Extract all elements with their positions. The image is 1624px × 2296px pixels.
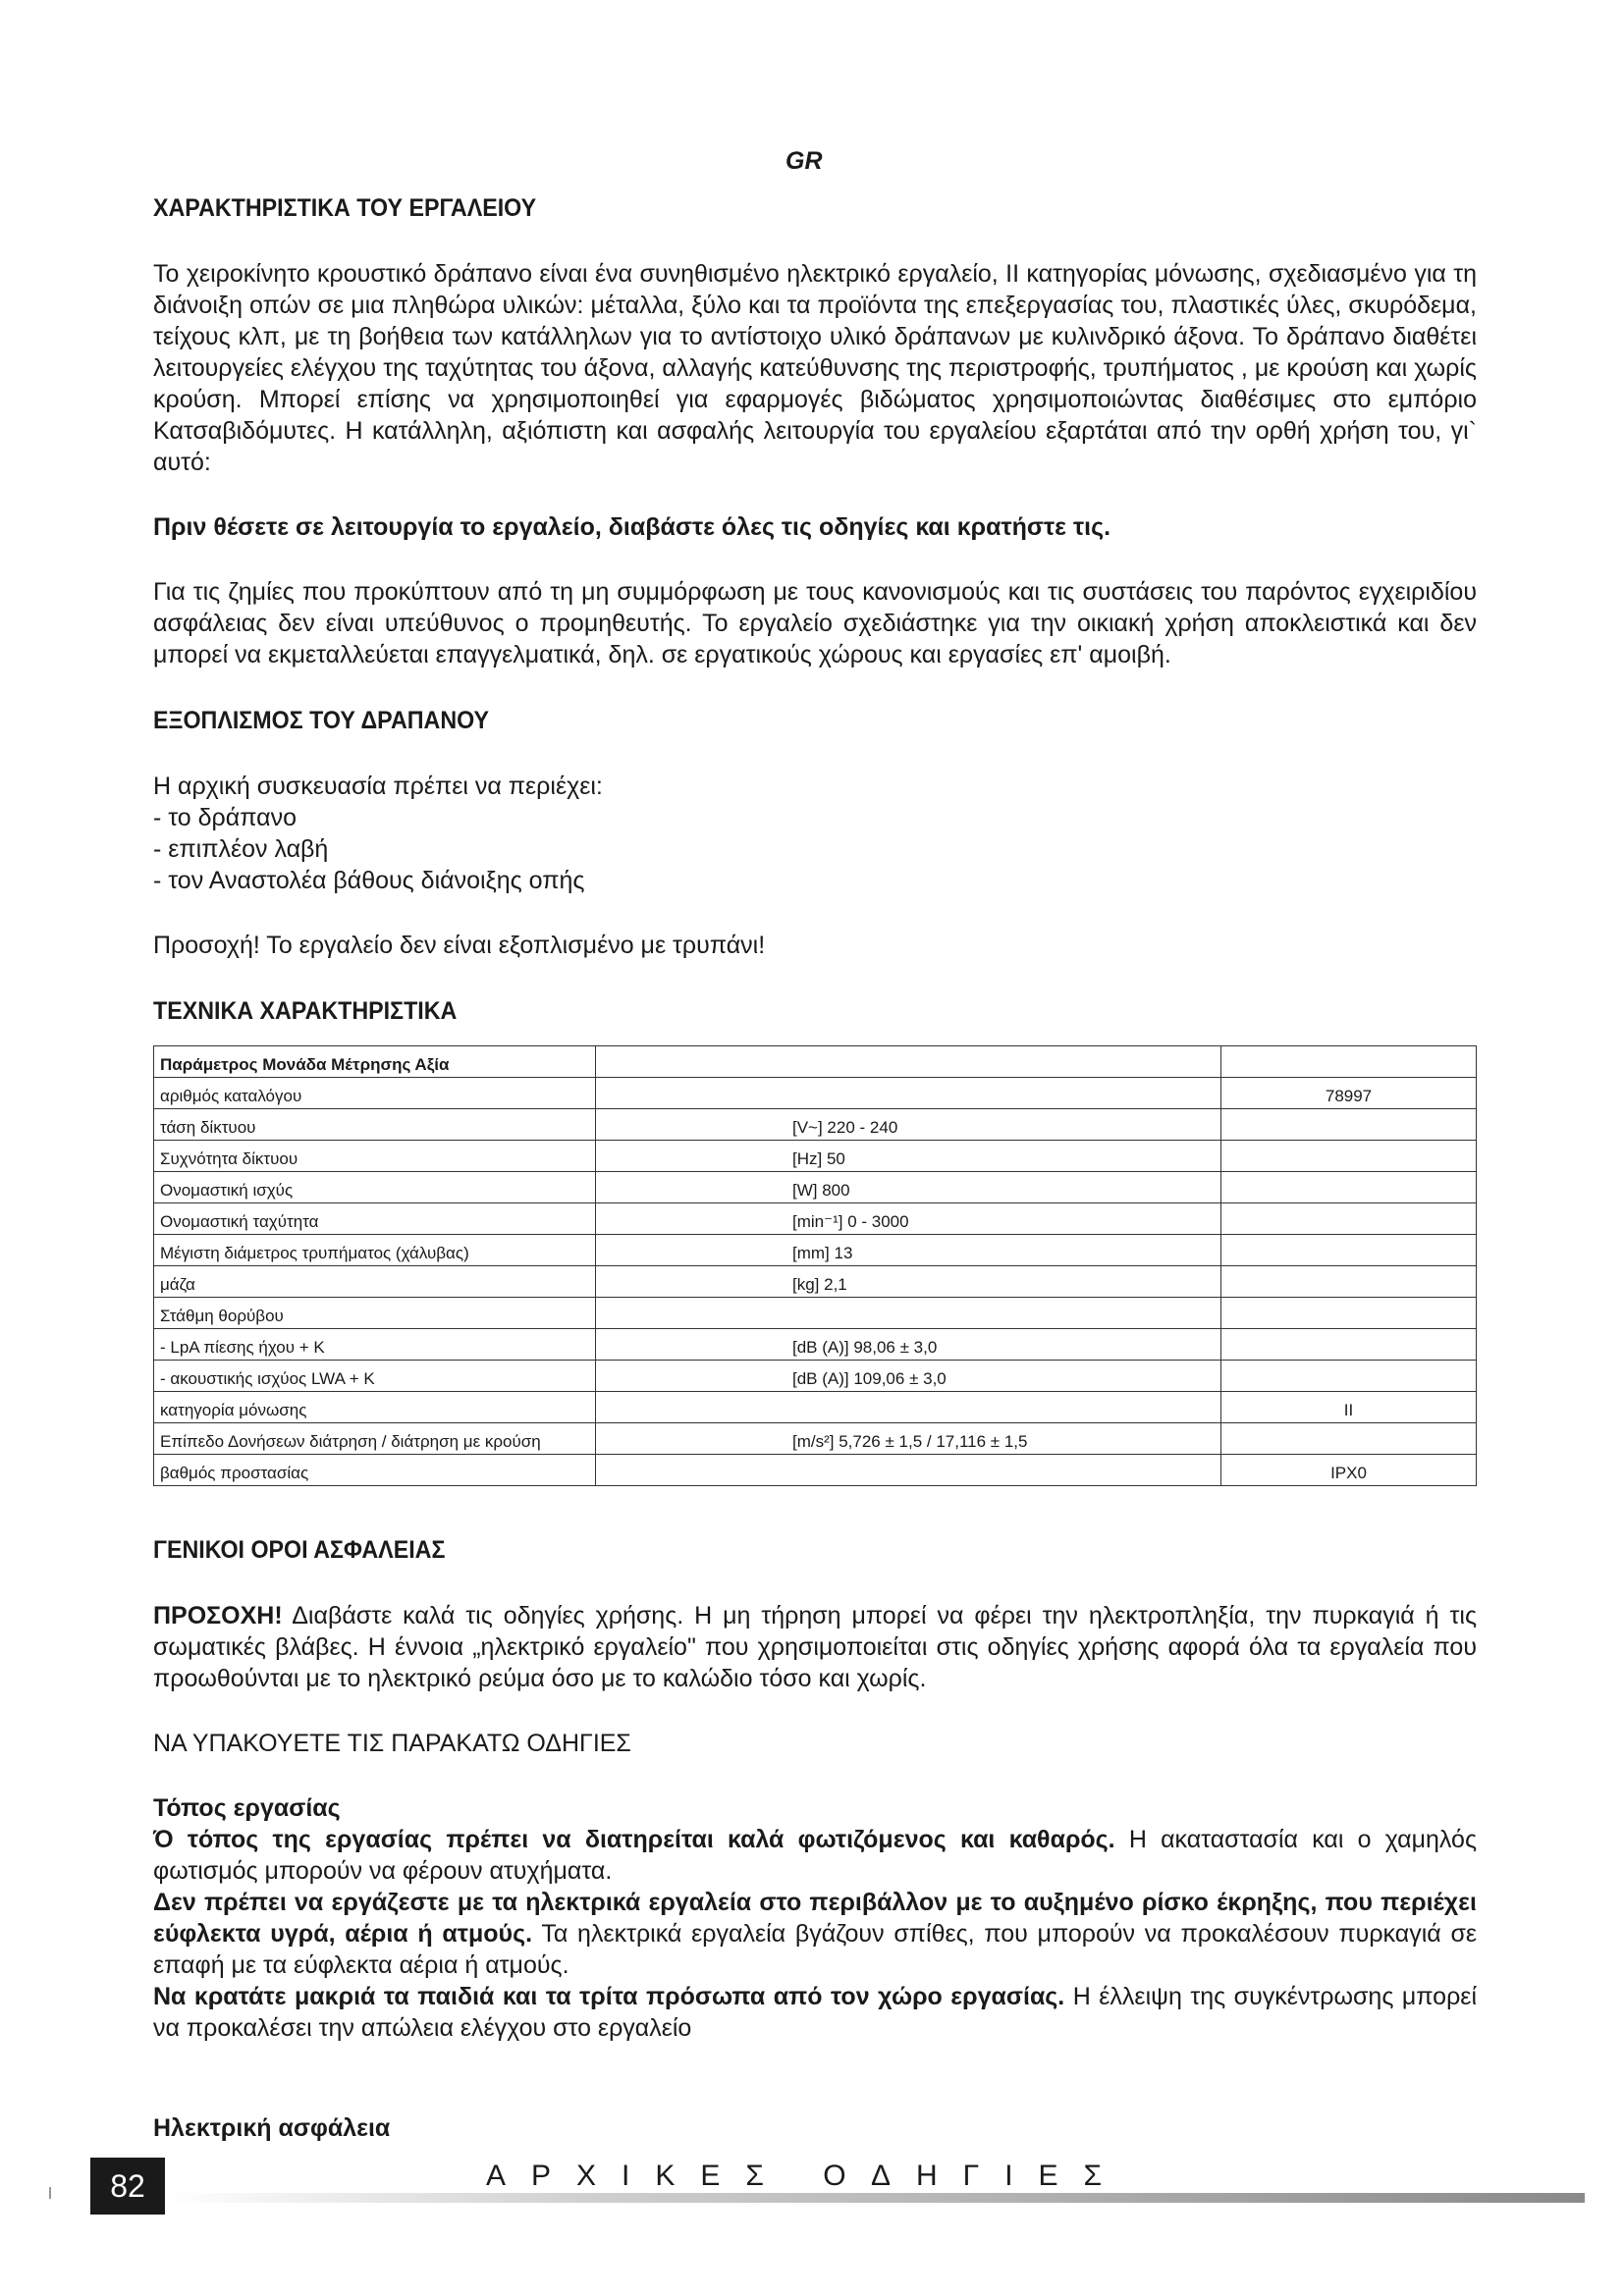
language-code: GR xyxy=(785,147,823,175)
section-title-characteristics: ΧΑΡΑΚΤΗΡΙΣΤΙΚΑ ΤΟΥ ΕΡΓΑΛΕΙΟΥ xyxy=(153,194,537,222)
list-item: - επιπλέον λαβή xyxy=(153,835,329,863)
table-row: τάση δίκτυου [V~] 220 - 240 xyxy=(154,1109,1477,1141)
list-item: - τον Αναστολέα βάθους διάνοιξης οπής xyxy=(153,867,585,894)
package-intro: Η αρχική συσκευασία πρέπει να περιέχει: xyxy=(153,773,603,800)
electrical-safety-subtitle: Ηλεκτρική ασφάλεια xyxy=(153,2114,391,2142)
table-row: βαθμός προστασίας IPX0 xyxy=(154,1455,1477,1486)
obey-instructions: ΝΑ ΥΠΑΚΟΥΕΤΕ ΤΙΣ ΠΑΡΑΚΑΤΩ ΟΔΗΓΙΕΣ xyxy=(153,1730,631,1757)
workplace-rule-3: Να κρατάτε μακριά τα παιδιά και τα τρίτα πρόσωπα από τον χώρο εργασίας. Η έλλειψη της συγκέντρωσης μπορεί να προκαλέσει την απώλεια ελέγχου στο εργαλείο xyxy=(153,1983,1477,2042)
table-row: Ονομαστική ταχύτητα [min⁻¹] 0 - 3000 xyxy=(154,1203,1477,1235)
footer-gradient-bar xyxy=(167,2193,1585,2203)
workplace-rule-2: Δεν πρέπει να εργάζεστε με τα ηλεκτρικά εργαλεία στο περιβάλλον με το αυξημένο ρίσκο έκρηξης, που περιέχει εύφλεκτα υγρά, αέρια ή ατμούς. Τα ηλεκτρικά εργαλεία βγάζουν σπίθες, που μπορούν να προκαλέσουν πυρκαγιά σε επαφή με τα εύφλεκτα αέρια ή ατμούς. xyxy=(153,1889,1478,1979)
read-instructions-warning: Πριν θέσετε σε λειτουργία το εργαλείο, διαβάστε όλες τις οδηγίες και κρατήστε τις. xyxy=(153,513,1111,541)
attention-label: ΠΡΟΣΟΧΗ! xyxy=(153,1602,283,1629)
table-header-row xyxy=(154,1046,1477,1078)
page-content xyxy=(153,191,1477,2144)
liability-paragraph: Για τις ζημίες που προκύπτουν από τη μη συμμόρφωση με τους κανονισμούς και τις συστάσεις του παρόντος εγχειριδίου ασφάλειας δεν είναι υπεύθυνος ο προμηθευτής. Το εργαλείο σχεδιάστηκε για την οικιακή χρήση αποκλειστικά και δεν μπορεί να εκμεταλλεύεται επαγγελματικά, δηλ. σε εργατικούς χώρους και εργασίες επ' αμοιβή. xyxy=(153,578,1477,668)
package-contents-list xyxy=(153,802,1477,896)
page-number: 82 xyxy=(90,2158,165,2215)
footer-tick xyxy=(49,2187,51,2199)
table-row: μάζα [kg] 2,1 xyxy=(154,1266,1477,1298)
footer-title: ΑΡΧΙΚΕΣ ΟΔΗΓΙΕΣ xyxy=(486,2160,1128,2192)
table-row: Ονομαστική ισχύς [W] 800 xyxy=(154,1172,1477,1203)
table-row: Στάθμη θορύβου xyxy=(154,1298,1477,1329)
intro-paragraph: Το χειροκίνητο κρουστικό δράπανο είναι ένα συνηθισμένο ηλεκτρικό εργαλείο, II κατηγορίας μόνωσης, σχεδιασμένο για τη διάνοιξη οπών σε μια πληθώρα υλικών: μέταλλα, ξύλο και τα προϊόντα της επεξεργασίας του, πλαστικές ύλες, σκυρόδεμα, τείχους κλπ, με τη βοήθεια των κατάλληλων για το αντίστοιχο υλικό δράπανων με κυλινδρικό άξονα. Το δράπανο διαθέτει λειτουργείες ελέγχου της ταχύτητας του άξονα, αλλαγής κατεύθυνσης της περιστροφής, τρυπήματος , με κρούση και χωρίς κρούση. Μπορεί επίσης να χρησιμοποιηθεί για εφαρμογές βιδώματος χρησιμοποιώντας διαθέσιμες στο εμπόριο Κατσαβιδόμυτες. Η κατάλληλη, αξιόπιστη και ασφαλής λειτουργία του εργαλείου εξαρτάται από την ορθή χρήση του, γι` αυτό: xyxy=(153,260,1477,476)
table-row: κατηγορία μόνωσης II xyxy=(154,1392,1477,1423)
section-title-technical: ΤΕΧΝΙΚΑ ΧΑΡΑΚΤΗΡΙΣΤΙΚΑ xyxy=(153,997,458,1025)
table-row: Μέγιστη διάμετρος τρυπήματος (χάλυβας) [mm] 13 xyxy=(154,1235,1477,1266)
section-title-safety: ΓΕΝΙΚΟΙ ΟΡΟΙ ΑΣΦΑΛΕΙΑΣ xyxy=(153,1536,446,1564)
no-drill-bit-note: Προσοχή! Το εργαλείο δεν είναι εξοπλισμένο με τρυπάνι! xyxy=(153,932,766,959)
table-row: - LpA πίεσης ήχου + K [dB (A)] 98,06 ± 3,0 xyxy=(154,1329,1477,1361)
workplace-subtitle: Τόπος εργασίας xyxy=(153,1794,341,1822)
technical-specs-table xyxy=(153,1045,1477,1486)
attention-paragraph: ΠΡΟΣΟΧΗ! Διαβάστε καλά τις οδηγίες χρήσης. Η μη τήρηση μπορεί να φέρει την ηλεκτροπληξία, την πυρκαγιά ή τις σωματικές βλάβες. Η έννοια „ηλεκτρικό εργαλείο" που χρησιμοποιείται στις οδηγίες χρήσης αφορά όλα τα εργαλεία που προωθούνται με το ηλεκτρικό ρεύμα όσο με το καλώδιο τόσο και χωρίς. xyxy=(153,1602,1477,1692)
table-row: Συχνότητα δίκτυου [Hz] 50 xyxy=(154,1141,1477,1172)
workplace-rule-1: Ό τόπος της εργασίας πρέπει να διατηρείται καλά φωτιζόμενος και καθαρός. Η ακαταστασία και ο χαμηλός φωτισμός μπορούν να φέρουν ατυχήματα. xyxy=(153,1826,1477,1885)
table-row: - ακουστικής ισχύος LWA + K [dB (A)] 109,06 ± 3,0 xyxy=(154,1361,1477,1392)
section-title-equipment: ΕΞΟΠΛΙΣΜΟΣ ΤΟΥ ΔΡΑΠΑΝΟΥ xyxy=(153,707,490,734)
list-item: - το δράπανο xyxy=(153,804,297,831)
table-row: Επίπεδο Δονήσεων διάτρηση / διάτρηση με κρούση [m/s²] 5,726 ± 1,5 / 17,116 ± 1,5 xyxy=(154,1423,1477,1455)
table-row: αριθμός καταλόγου 78997 xyxy=(154,1078,1477,1109)
table-header: Παράμετρος Μονάδα Μέτρησης Αξία xyxy=(154,1046,596,1078)
